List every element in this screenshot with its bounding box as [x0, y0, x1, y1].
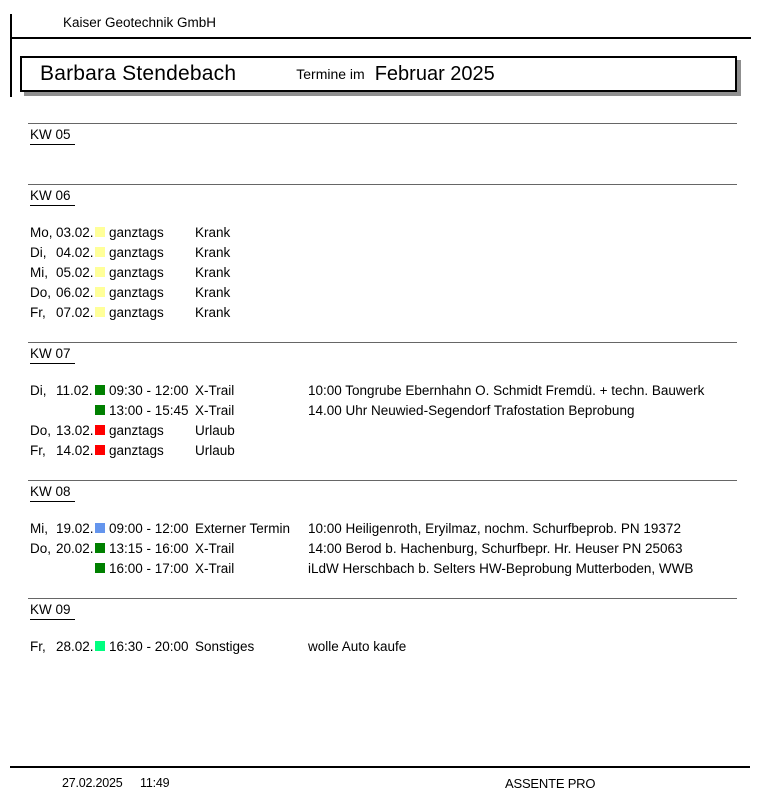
time-label: ganztags [109, 442, 164, 458]
description-label: 10:00 Heiligenroth, Eryilmaz, nochm. Schurfbeprob. PN 19372 [308, 520, 681, 536]
date-label: 14.02. [56, 442, 94, 458]
appointment-row [0, 222, 780, 242]
day-label: Di, [30, 244, 47, 260]
date-label: 05.02. [56, 264, 94, 280]
appointment-rows [0, 636, 780, 656]
category-label: Krank [195, 224, 231, 240]
appointment-row [0, 400, 780, 420]
category-color-swatch [95, 563, 105, 573]
title-box [20, 56, 737, 92]
category-color-swatch [95, 385, 105, 395]
week-section-kw08 [0, 480, 780, 578]
day-label: Do, [30, 422, 52, 438]
appointment-row [0, 558, 780, 578]
print-date: 27.02.2025 [62, 776, 123, 790]
category-label: Urlaub [195, 422, 235, 438]
week-label: KW 08 [30, 484, 75, 502]
day-label: Di, [30, 382, 47, 398]
week-header [0, 343, 780, 364]
day-label: Mo, [30, 224, 53, 240]
time-label: ganztags [109, 304, 164, 320]
day-label: Fr, [30, 442, 46, 458]
category-label: Krank [195, 284, 231, 300]
footer [0, 776, 780, 796]
category-color-swatch [95, 405, 105, 415]
title-prefix: Termine im [296, 66, 365, 82]
company-name: Kaiser Geotechnik GmbH [63, 15, 217, 30]
date-label: 03.02. [56, 224, 94, 240]
appointment-rows [0, 222, 780, 322]
date-label: 06.02. [56, 284, 94, 300]
appointment-rows [0, 518, 780, 578]
appointment-row [0, 440, 780, 460]
day-label: Do, [30, 540, 52, 556]
category-label: Sonstiges [195, 638, 255, 654]
category-color-swatch [95, 641, 105, 651]
description-label: 10:00 Tongrube Ebernhahn O. Schmidt Fremdü. + techn. Bauwerk [308, 382, 705, 398]
time-label: 13:15 - 16:00 [109, 540, 189, 556]
time-label: ganztags [109, 264, 164, 280]
date-label: 07.02. [56, 304, 94, 320]
appointment-row [0, 282, 780, 302]
app-name: ASSENTE PRO [505, 776, 596, 791]
weeks-list [0, 123, 780, 656]
week-section-kw09 [0, 598, 780, 656]
print-time: 11:49 [140, 776, 170, 790]
category-color-swatch [95, 307, 105, 317]
date-label: 11.02. [56, 382, 93, 398]
category-color-swatch [95, 523, 105, 533]
category-color-swatch [95, 287, 105, 297]
date-label: 28.02. [56, 638, 94, 654]
week-label: KW 05 [30, 127, 75, 145]
week-section-kw05 [0, 123, 780, 145]
week-section-kw06 [0, 184, 780, 322]
date-label: 04.02. [56, 244, 94, 260]
day-label: Mi, [30, 264, 48, 280]
description-label: 14.00 Uhr Neuwied-Segendorf Trafostation Beprobung [308, 402, 635, 418]
week-section-kw07 [0, 342, 780, 460]
date-label: 20.02. [56, 540, 94, 556]
week-header [0, 124, 780, 145]
description-label: wolle Auto kaufe [308, 638, 407, 654]
week-header [0, 481, 780, 502]
person-name: Barbara Stendebach [40, 62, 237, 85]
time-label: ganztags [109, 224, 164, 240]
appointment-row [0, 538, 780, 558]
time-label: 13:00 - 15:45 [109, 402, 189, 418]
category-color-swatch [95, 543, 105, 553]
category-label: Externer Termin [195, 520, 291, 536]
category-label: X-Trail [195, 382, 235, 398]
appointment-rows [0, 380, 780, 460]
title-month: Februar 2025 [374, 62, 495, 85]
category-label: Krank [195, 264, 231, 280]
time-label: ganztags [109, 244, 164, 260]
week-label: KW 09 [30, 602, 75, 620]
category-color-swatch [95, 247, 105, 257]
category-label: X-Trail [195, 540, 235, 556]
category-color-swatch [95, 425, 105, 435]
category-label: X-Trail [195, 560, 235, 576]
day-label: Fr, [30, 638, 46, 654]
day-label: Do, [30, 284, 52, 300]
week-header [0, 185, 780, 206]
category-color-swatch [95, 227, 105, 237]
footer-rule [10, 766, 750, 768]
date-label: 13.02. [56, 422, 94, 438]
category-color-swatch [95, 445, 105, 455]
description-label: iLdW Herschbach b. Selters HW-Beprobung Mutterboden, WWB [308, 560, 694, 576]
description-label: 14:00 Berod b. Hachenburg, Schurfbepr. Hr. Heuser PN 25063 [308, 540, 683, 556]
week-header [0, 599, 780, 620]
appointment-row [0, 518, 780, 538]
appointment-row [0, 242, 780, 262]
appointment-row [0, 302, 780, 322]
time-label: ganztags [109, 422, 164, 438]
time-label: 16:30 - 20:00 [109, 638, 189, 654]
category-label: X-Trail [195, 402, 235, 418]
time-label: 09:00 - 12:00 [109, 520, 189, 536]
category-label: Krank [195, 304, 231, 320]
appointment-row [0, 380, 780, 400]
category-label: Urlaub [195, 442, 235, 458]
time-label: 16:00 - 17:00 [109, 560, 189, 576]
day-label: Fr, [30, 304, 46, 320]
header-rule [10, 37, 751, 39]
category-color-swatch [95, 267, 105, 277]
appointment-row [0, 262, 780, 282]
week-label: KW 07 [30, 346, 75, 364]
time-label: 09:30 - 12:00 [109, 382, 189, 398]
day-label: Mi, [30, 520, 48, 536]
time-label: ganztags [109, 284, 164, 300]
page-edge-mark [10, 14, 12, 97]
week-label: KW 06 [30, 188, 75, 206]
date-label: 19.02. [56, 520, 94, 536]
appointment-row [0, 420, 780, 440]
appointment-row [0, 636, 780, 656]
category-label: Krank [195, 244, 231, 260]
